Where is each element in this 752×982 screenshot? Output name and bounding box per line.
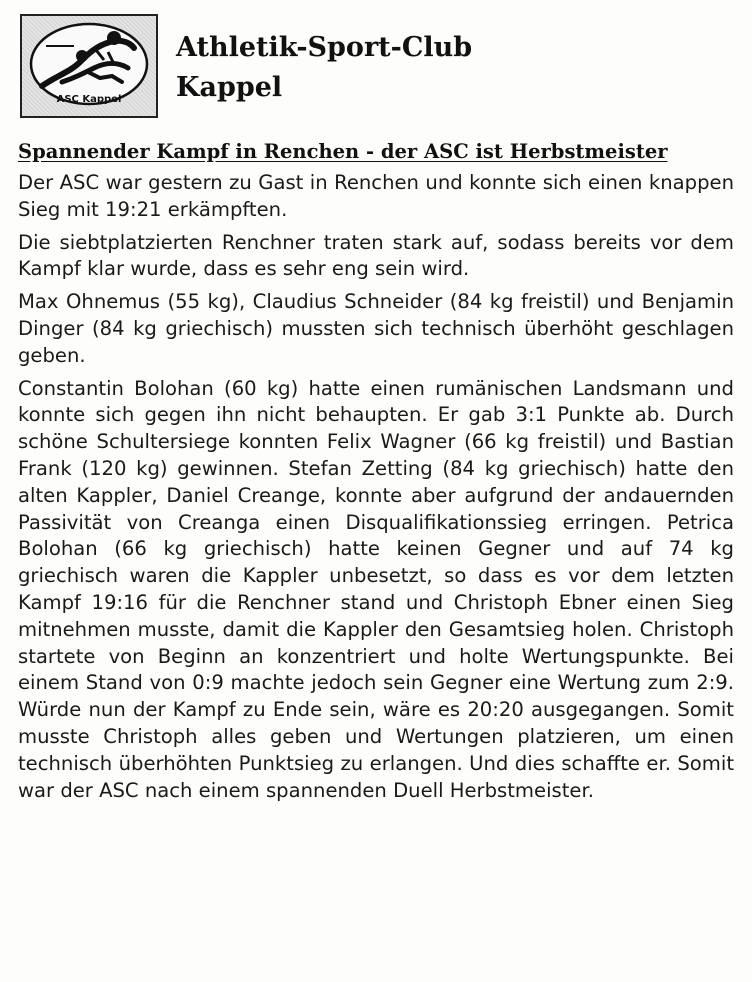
- article-paragraph-4: Constantin Bolohan (60 kg) hatte einen rumänischen Landsmann und konnte sich gegen ihn nicht behaupten. Er gab 3:1 Punkte ab. Durch schöne Schultersiege konnten Felix Wagner (66 kg freistil) und Bastian Frank (120 kg) gewinnen. Stefan Zetting (84 kg griechisch) hatte den alten Kappler, Daniel Creange, konnte aber aufgrund der andauernden Passivität von Creanga einen Disqualifikationssieg erringen. Petrica Bolohan (66 kg griechisch) hatte keinen Gegner und auf 74 kg griechisch waren die Kappler unbesetzt, so dass es vor dem letzten Kampf 19:16 für die Renchner stand und Christoph Ebner einen Sieg mitnehmen musste, damit die Kappler den Gesamtsieg holen. Christoph startete von Beginn an konzentriert und holte Wertungspunkte. Bei einem Stand von 0:9 machte jedoch sein Gegner eine Wertung zum 2:9. Würde nun der Kampf zu Ende sein, wäre es 20:20 ausgegangen. Somit musste Christoph alles geben und Wertungen platzieren, um einen technisch überhöhten Punktsieg zu erlangen. Und dies schaffte er. Somit war der ASC nach einem spannenden Duell Herbstmeister.: [18, 376, 734, 802]
- logo-label: ASC Kappel: [56, 94, 122, 105]
- club-header: [20, 14, 740, 124]
- article-paragraph-1: Der ASC war gestern zu Gast in Renchen und konnte sich einen knappen Sieg mit 19:21 erkämpften.: [18, 171, 734, 221]
- club-name: [176, 28, 472, 108]
- club-name-line-2: Kappel: [176, 72, 283, 103]
- club-name-line-1: Athletik-Sport-Club: [176, 32, 473, 63]
- article-paragraph-3: Max Ohnemus (55 kg), Claudius Schneider (84 kg freistil) und Benjamin Dinger (84 kg griechisch) mussten sich technisch überhöht geschlagen geben.: [18, 290, 734, 367]
- article-headline: Spannender Kampf in Renchen - der ASC ist Herbstmeister: [18, 140, 668, 163]
- article-body: [18, 170, 734, 810]
- club-logo: [20, 14, 158, 118]
- article-paragraph-2: Die siebtplatzierten Renchner traten stark auf, sodass bereits vor dem Kampf klar wurde, dass es sehr eng sein wird.: [18, 230, 734, 281]
